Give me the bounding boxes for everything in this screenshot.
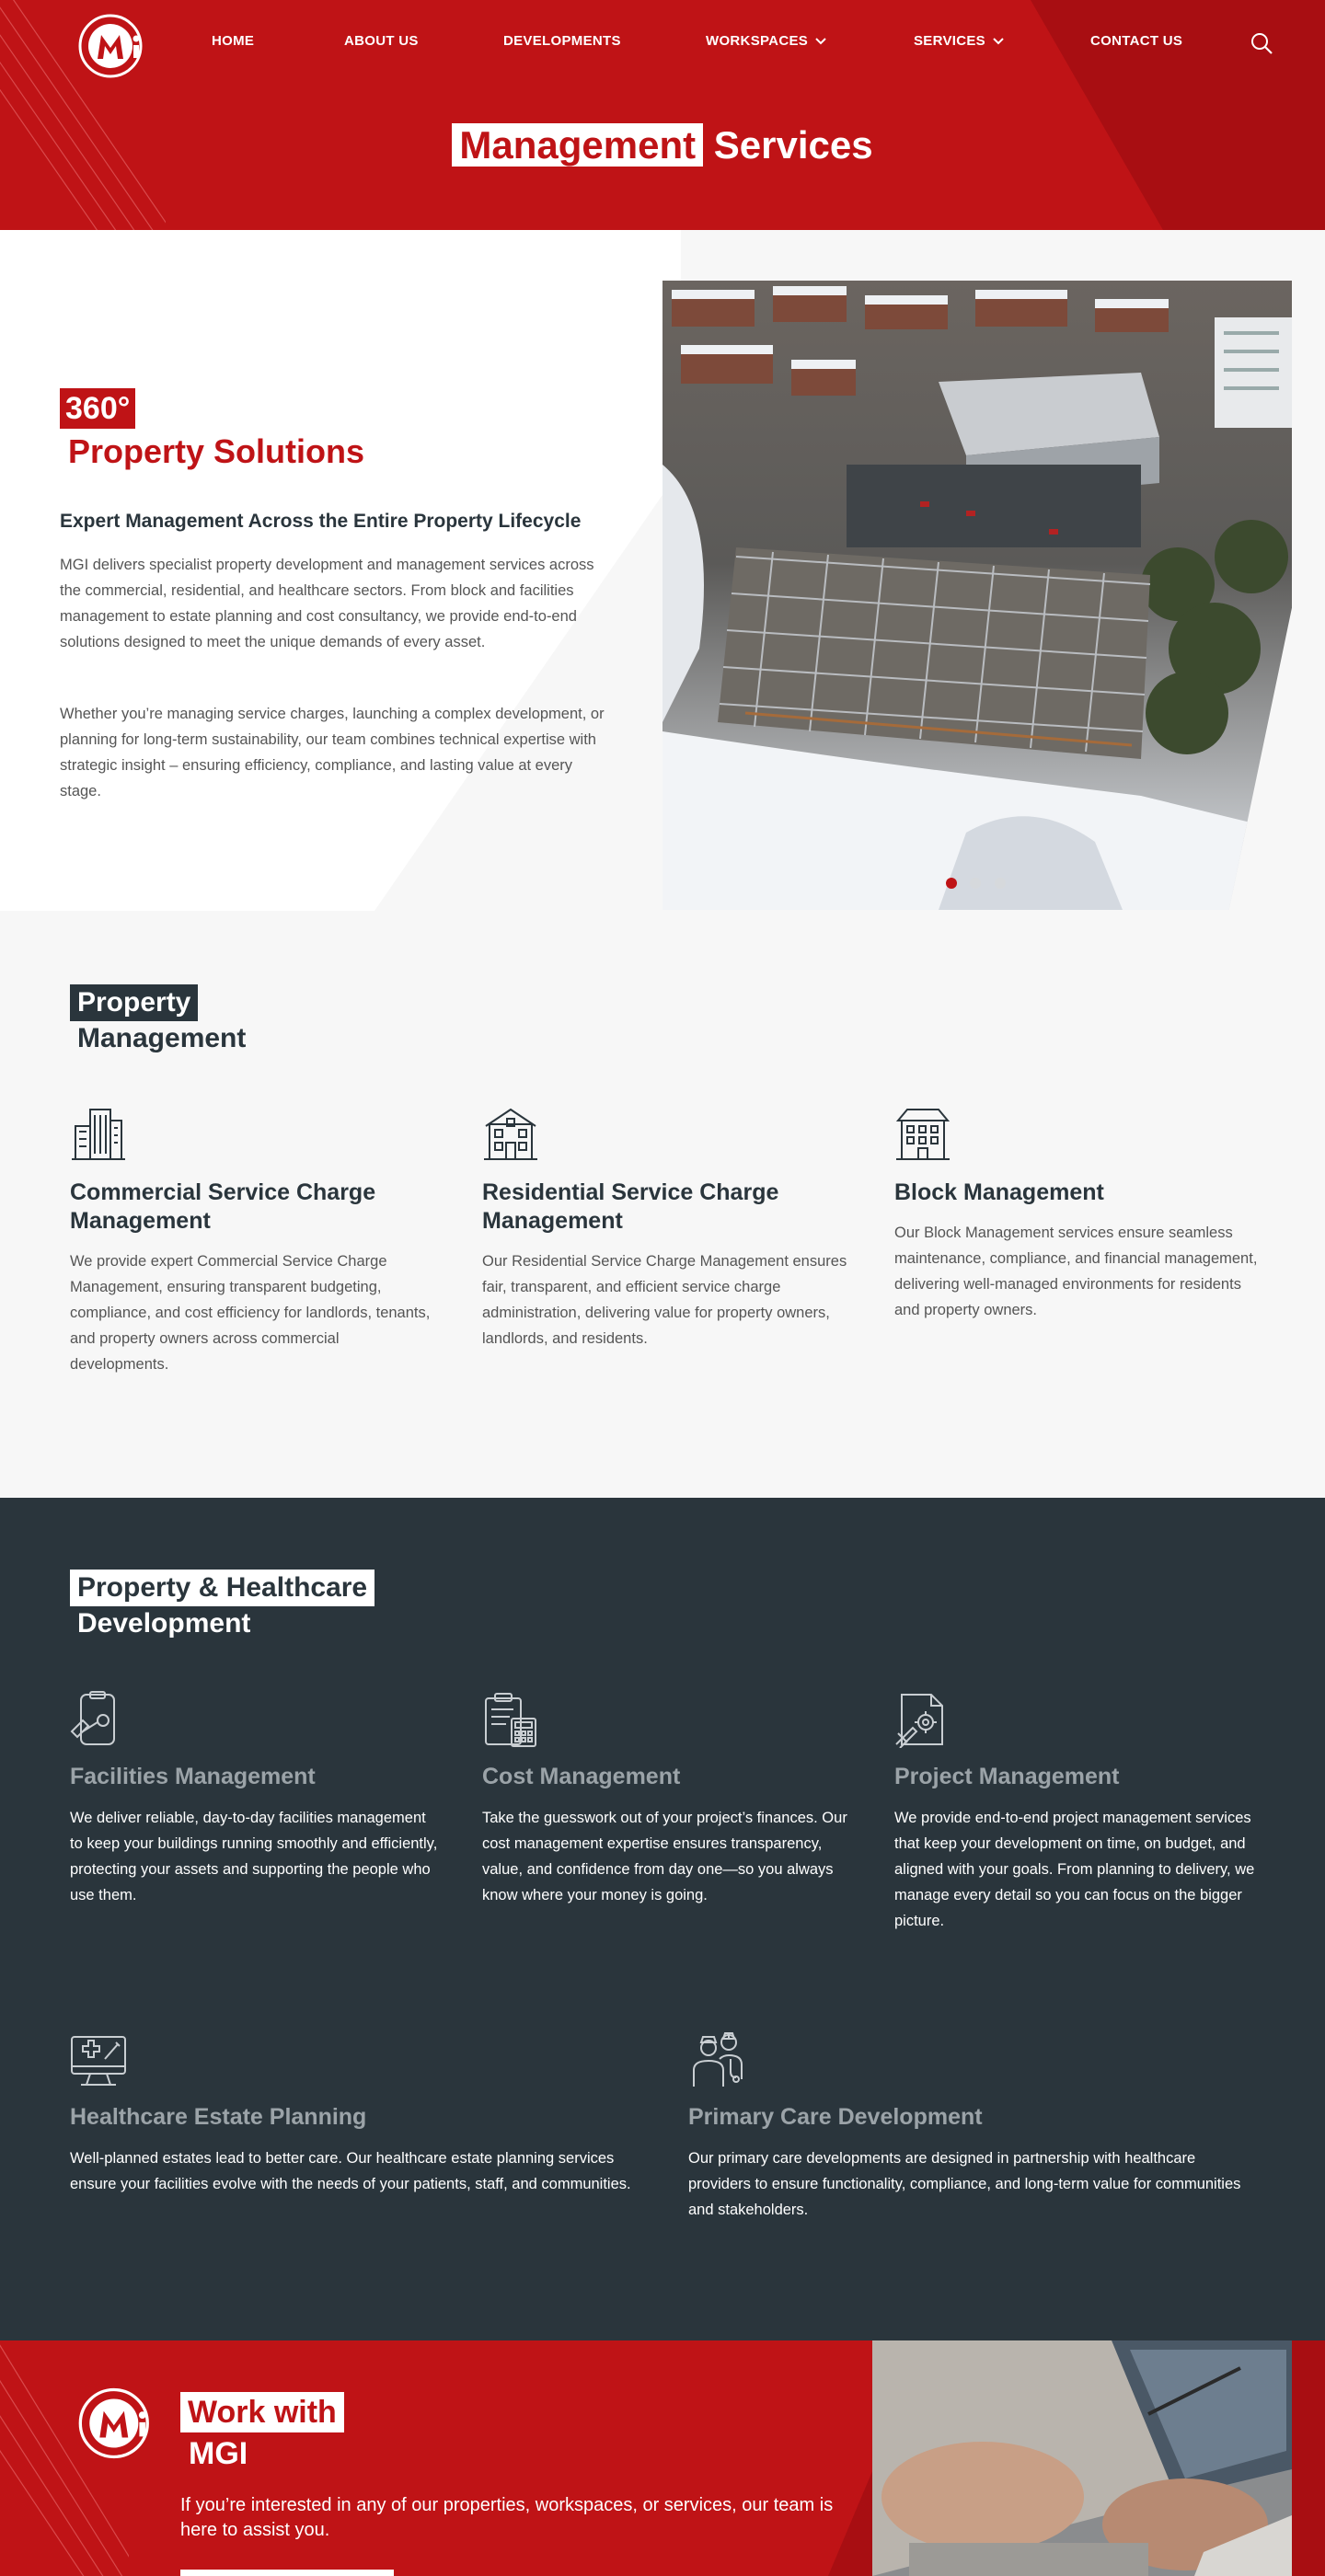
laptop-hands-photo	[872, 2340, 1292, 2576]
intro-badge: 360°	[60, 388, 135, 429]
blueprint-gear-icon	[894, 1691, 951, 1748]
service-card-text: Our Block Management services ensure seamless maintenance, compliance, and financial management, delivering well-managed environments for residents and property owners.	[894, 1225, 1258, 1318]
dev-card-project	[894, 1691, 1262, 1934]
chevron-down-icon	[993, 38, 1004, 45]
cta-title: MGI	[189, 2436, 248, 2471]
intro-paragraph-1: MGI delivers specialist property development and management services across the commercial, residential, and healthcare sectors. From block and facilities management to estate planning and cost consultancy, we provide end-to-end solutions designed to meet the unique demands of every asset.	[60, 557, 594, 650]
dev-card-title: Project Management	[894, 1764, 1120, 1789]
service-card-title: Commercial Service Charge Management	[70, 1179, 376, 1234]
development-title: Development	[77, 1608, 251, 1639]
carousel-dot-3[interactable]	[995, 878, 1006, 889]
carousel-dot-2[interactable]	[970, 878, 981, 889]
dev-card-text: Our primary care developments are designed in partnership with healthcare providers to ensure functionality, compliance, and long-term value for communities and stakeholders.	[688, 2150, 1241, 2218]
service-card-title: Block Management	[894, 1179, 1104, 1205]
aerial-construction-photo	[662, 281, 1292, 910]
intro-title: Property Solutions	[68, 432, 365, 470]
page-title	[0, 123, 1325, 167]
nav-home[interactable]: HOME	[212, 33, 255, 49]
house-icon	[482, 1106, 539, 1163]
nav-contact-us[interactable]: CONTACT US	[1090, 33, 1183, 49]
service-card-text: We provide expert Commercial Service Charge Management, ensuring transparent budgeting, compliance, and cost efficiency for landlords, tenants, and property owners across commercial developments.	[70, 1253, 431, 1373]
dev-card-text: Well-planned estates lead to better care. Our healthcare estate planning services ensure your facilities evolve with the needs of your patients, staff, and communities.	[70, 2150, 631, 2192]
dev-card-title: Primary Care Development	[688, 2104, 983, 2130]
dev-card-primary-care	[688, 2031, 1259, 2223]
nav-about-us[interactable]: ABOUT US	[344, 33, 419, 49]
dev-card-title: Facilities Management	[70, 1764, 316, 1789]
development-title-highlight: Property & Healthcare	[70, 1570, 374, 1606]
site-header	[0, 0, 1325, 230]
search-icon[interactable]	[1250, 31, 1273, 55]
cta-text: If you’re interested in any of our properties, workspaces, or services, our team is here to assist you.	[180, 2495, 834, 2540]
service-card-title: Residential Service Charge Management	[482, 1179, 779, 1234]
clipboard-calculator-icon	[482, 1691, 539, 1748]
dev-card-cost	[482, 1691, 850, 1908]
carousel-dot-1[interactable]	[946, 878, 957, 889]
cta-button[interactable]	[180, 2570, 394, 2576]
dev-card-text: We provide end-to-end project management services that keep your development on time, on budget, and aligned with your goals. From planning to delivery, we manage every detail so you can focus on the bigger picture.	[894, 1810, 1255, 1929]
property-management-title-highlight: Property	[70, 984, 198, 1021]
doctors-icon	[688, 2031, 745, 2088]
facilities-tools-icon	[70, 1691, 127, 1748]
dev-card-text: Take the guesswork out of your project’s finances. Our cost management expertise ensures transparency, value, and confidence from day one—so you always know where your money is going.	[482, 1810, 847, 1903]
nav-developments[interactable]: DEVELOPMENTS	[503, 33, 621, 49]
service-card-residential	[482, 1106, 850, 1351]
apartment-block-icon	[894, 1106, 951, 1163]
cta-title-highlight: Work with	[180, 2392, 344, 2432]
nav-workspaces[interactable]: WORKSPACES	[706, 33, 826, 49]
dev-card-title: Healthcare Estate Planning	[70, 2104, 367, 2130]
dev-card-healthcare-estate	[70, 2031, 640, 2197]
page-title-highlight: Management	[452, 123, 703, 167]
mgi-logo	[77, 2385, 155, 2462]
main-nav	[0, 33, 1325, 59]
intro-paragraph-2: Whether you’re managing service charges, launching a complex development, or planning for long-term sustainability, our team combines technical expertise with strategic insight – ensuring efficiency, compliance, and lasting value at every stage.	[60, 706, 605, 799]
nav-services[interactable]: SERVICES	[914, 33, 1004, 49]
property-management-title: Management	[77, 1023, 247, 1053]
page-title-rest: Services	[713, 123, 873, 167]
service-card-text: Our Residential Service Charge Management ensures fair, transparent, and efficient service charge administration, delivering value for property owners, landlords, and residents.	[482, 1253, 847, 1347]
intro-subtitle: Expert Management Across the Entire Property Lifecycle	[60, 511, 582, 532]
carousel-dots	[946, 877, 1015, 893]
dev-card-text: We deliver reliable, day-to-day facilities management to keep your buildings running smoothly and efficiently, protecting your assets and supporting the people who use them.	[70, 1810, 438, 1903]
dev-card-title: Cost Management	[482, 1764, 681, 1789]
dev-card-facilities	[70, 1691, 438, 1908]
medical-monitor-icon	[70, 2031, 127, 2088]
service-card-commercial	[70, 1106, 438, 1377]
service-card-block	[894, 1106, 1262, 1323]
chevron-down-icon	[815, 38, 826, 45]
office-tower-icon	[70, 1106, 127, 1163]
